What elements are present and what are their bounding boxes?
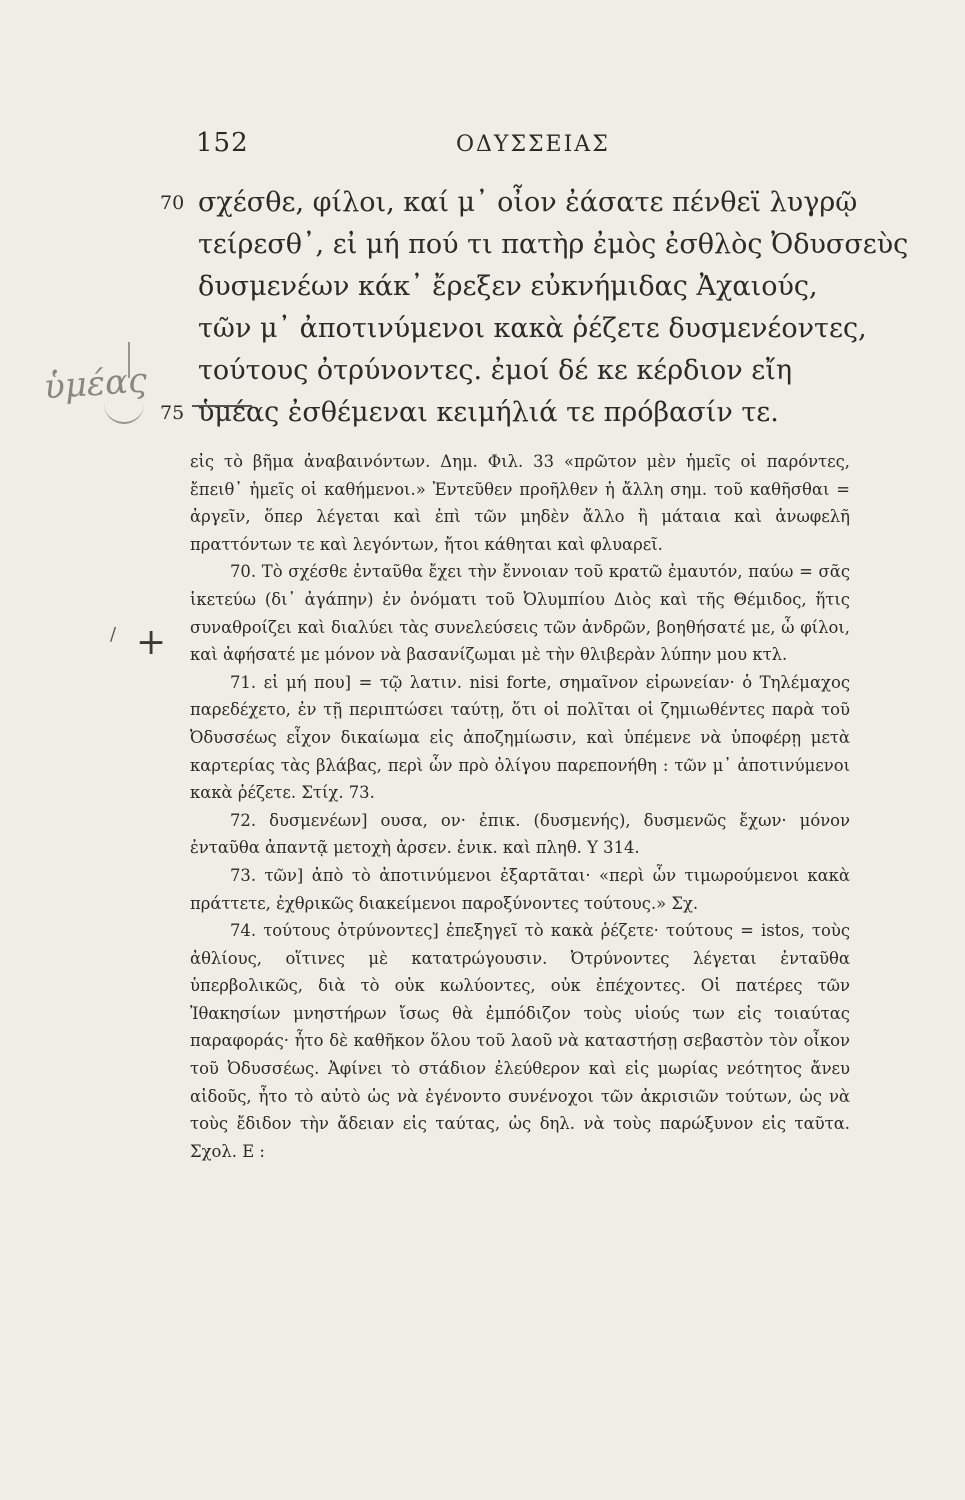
verse-line xyxy=(160,392,880,434)
commentary-paragraph: εἰς τὸ βῆμα ἀναβαινόντων. Δημ. Φιλ. 33 «πρῶτον μὲν ἡμεῖς οἱ παρόντες, ἔπειθ᾽ ἡμεῖς οἱ καθήμενοι.» Ἐντεῦθεν προῆλθεν ἡ ἄλλη σημ. τοῦ καθῆσθαι = ἀργεῖν, ὅπερ λέγεται καὶ ἐπὶ τῶν μηδὲν ἄλλο ἢ μάταια καὶ ἀνωφελῆ πραττόντων τε καὶ λεγόντων, ἤτοι κάθηται καὶ φλυαρεῖ. xyxy=(190,452,850,554)
verse-text: δυσμενέων κάκ᾽ ἔρεξεν εὐκνήμιδας Ἀχαιούς, xyxy=(198,271,818,302)
verse-block xyxy=(160,182,909,434)
commentary-paragraph: 70. Τὸ σχέσθε ἐνταῦθα ἔχει τὴν ἔννοιαν τοῦ κρατῶ ἐμαυτόν, παύω = σᾶς ἱκετεύω (δι᾽ ἀγάπην) ἐν ὀνόματι τοῦ Ὀλυμπίου Διὸς καὶ τῆς Θέμιδος, ἥτις συναθροίζει καὶ διαλύει τὰς συνελεύσεις τῶν ἀνδρῶν, βοηθήσατέ με, ὦ φίλοι, καὶ ἀφήσατέ με μόνον νὰ βασανίζωμαι μὲ τὴν θλιβερὰν λύπην μου κτλ. xyxy=(190,562,850,665)
commentary-paragraph: 71. εἰ μή που] = τῷ λατιν. nisi forte, σημαῖνον εἰρωνείαν· ὁ Τηλέμαχος παρεδέχετο, ἐν τῇ περιπτώσει ταύτῃ, ὅτι οἱ πολῖται οἱ ζημιωθέντες παρὰ τοῦ Ὀδυσσέως εἶχον δικαίωμα εἰς ἀποζημίωσιν, καὶ ὑπέμενε νὰ ὑποφέρῃ μετὰ καρτερίας τὰς βλάβας, περὶ ὧν πρὸ ὀλίγου παρεπονήθη : τῶν μ᾽ ἀποτινύμενοι κακὰ ῥέζετε. Στίχ. 73. xyxy=(190,672,850,803)
verse-text: σχέσθε, φίλοι, καί μ᾽ οἶον ἐάσατε πένθεϊ λυγρῷ xyxy=(198,187,858,218)
verse-number: 75 xyxy=(160,402,185,424)
verse-text: τῶν μ᾽ ἀποτινύμενοι κακὰ ῥέζετε δυσμενέοντες, xyxy=(198,313,867,344)
verse-text: ὑμέας ἐσθέμεναι κειμήλιά τε πρόβασίν τε. xyxy=(198,397,779,428)
verse-line xyxy=(160,182,880,224)
verse-number: 70 xyxy=(160,192,185,214)
handwritten-margin-note xyxy=(42,360,149,444)
page-number: 152 xyxy=(196,128,249,158)
commentary-paragraph: 72. δυσμενέων] ουσα, ον· ἐπικ. (δυσμενής), δυσμενῶς ἔχων· μόνον ἐνταῦθα ἀπαντᾷ μετοχὴ ἀρσεν. ἑνικ. καὶ πληθ. Υ 314. xyxy=(190,810,850,858)
verse-line xyxy=(160,308,880,350)
running-title: ΟΔΥΣΣΕΙΑΣ xyxy=(456,132,610,157)
commentary-paragraph: 73. τῶν] ἀπὸ τὸ ἀποτινύμενοι ἐξαρτᾶται· «περὶ ὧν τιμωρούμενοι κακὰ πράττετε, ἐχθρικῶς διακείμενοι παροξύνοντες τούτους.» Σχ. xyxy=(190,865,850,913)
commentary-paragraph: 74. τούτους ὀτρύνοντες] ἐπεξηγεῖ τὸ κακὰ ῥέζετε· τούτους = istos, τοὺς ἀθλίους, οἵτινες μὲ κατατρώγουσιν. Ὀτρύνοντες λέγεται ἐνταῦθα ὑπερβολικῶς, διὰ τὸ οὐκ κωλύοντες, οὐκ ἐπέχοντες. Οἱ πατέρες τῶν Ἰθακησίων μνηστήρων ἴσως θὰ ἐμπόδιζον τοὺς υἱούς των εἰς τοιαύτας παραφοράς· ἦτο δὲ καθῆκον ὅλου τοῦ λαοῦ νὰ καταστήσῃ σεβαστὸν τὸν οἶκον τοῦ Ὀδυσσέως. Ἀφίνει τὸ στάδιον ἐλεύθερον καὶ εἰς μωρίας νεότητος ἄνευ αἰδοῦς, ἦτο τὸ αὐτὸ ὡς νὰ ἐγένοντο συνένοχοι τῶν ἀκρισιῶν τούτων, ὡς νὰ τοὺς ἔδιδον τὴν ἄδειαν εἰς ταύτας, ὡς δηλ. νὰ τοὺς παρώξυνον εἰς ταῦτα. Σχολ. Ε : xyxy=(190,921,850,1161)
verse-underline-mark xyxy=(192,405,252,407)
verse-line xyxy=(160,224,909,266)
margin-note-text: ὑμέας xyxy=(42,360,149,408)
verse-line xyxy=(160,350,880,392)
verse-text: τούτους ὀτρύνοντες. ἐμοί δέ κε κέρδιον εἴη xyxy=(198,355,792,386)
verse-line xyxy=(160,266,880,308)
commentary-block xyxy=(190,448,850,1165)
page-header xyxy=(196,128,856,168)
margin-plus-mark: + xyxy=(136,622,167,663)
margin-note-stroke xyxy=(104,404,144,424)
verse-text: τείρεσθ᾽, εἰ μή πού τι πατὴρ ἐμὸς ἐσθλὸς Ὀδυσσεὺς xyxy=(198,229,909,260)
margin-tick-mark: / xyxy=(110,624,117,645)
